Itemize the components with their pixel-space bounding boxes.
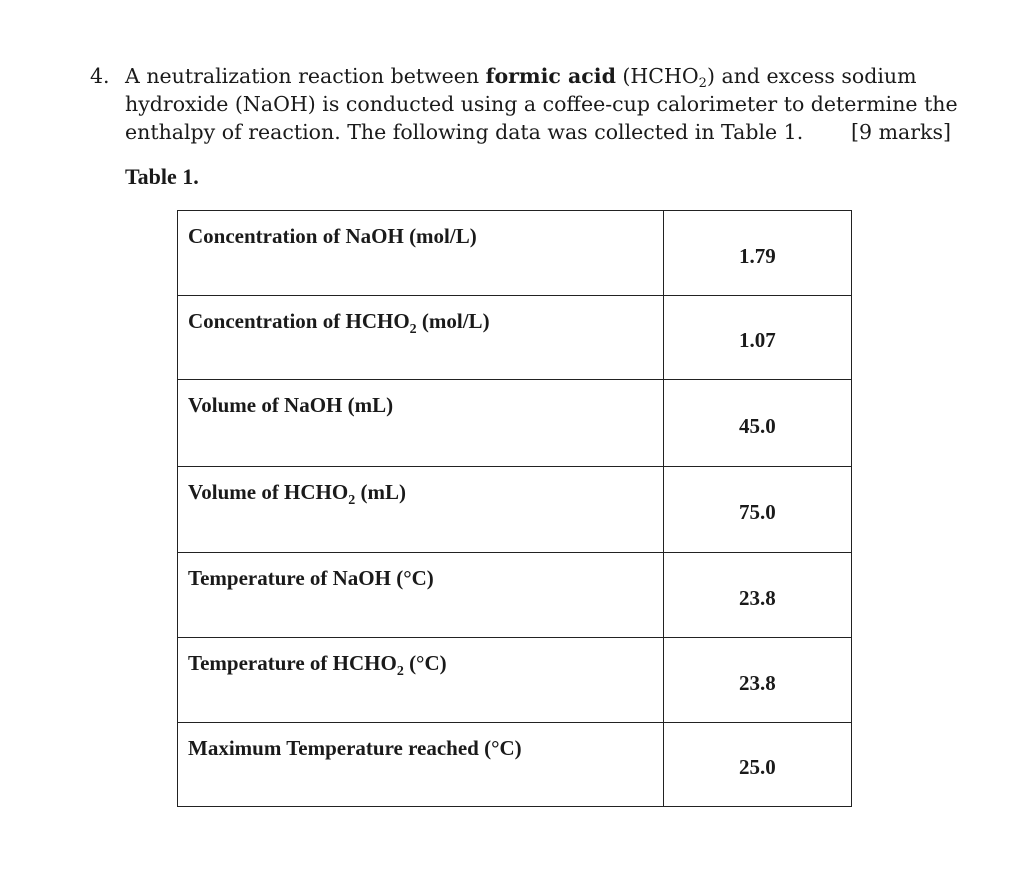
row-label-text: Temperature of HCHO	[188, 651, 397, 675]
question-line-1	[125, 62, 960, 90]
question-text-span: A neutralization	[125, 64, 292, 88]
row-label-text: (mol/L)	[416, 309, 490, 333]
table-row	[178, 638, 852, 723]
table-body	[178, 211, 852, 807]
question-number: 4.	[90, 64, 110, 88]
row-value: 75.0	[663, 467, 851, 553]
row-label	[178, 553, 664, 638]
question-line-2: hydroxide (NaOH) is conducted using a coffee-cup calorimeter to determine the	[125, 92, 958, 116]
row-value: 1.07	[663, 296, 851, 380]
row-label	[178, 723, 664, 807]
row-label-text: Volume of NaOH (mL)	[188, 393, 394, 417]
row-label-text: Concentration of NaOH (mol/L)	[188, 224, 477, 248]
row-label	[178, 467, 664, 553]
question-line-3	[125, 118, 960, 146]
data-table	[177, 210, 852, 807]
row-label-text: (mL)	[355, 480, 406, 504]
row-value: 45.0	[663, 380, 851, 467]
question-text-span: reaction between	[291, 64, 486, 88]
question-text-span: ) and excess sodium	[706, 64, 917, 88]
row-label	[178, 296, 664, 380]
table-row	[178, 211, 852, 296]
row-label	[178, 211, 664, 296]
marks-label: [9 marks]	[851, 120, 951, 144]
table-row	[178, 380, 852, 467]
subscript: 2	[396, 664, 404, 679]
row-label-text: Temperature of NaOH (°C)	[188, 566, 434, 590]
table-row	[178, 723, 852, 807]
table-row	[178, 296, 852, 380]
question-4	[90, 62, 960, 146]
table-row	[178, 467, 852, 553]
subscript: 2	[409, 322, 417, 337]
row-label-text: Concentration of HCHO	[188, 309, 410, 333]
table-row	[178, 553, 852, 638]
question-text-span: (HCHO	[615, 64, 699, 88]
row-label-text: Maximum Temperature reached (°C)	[188, 736, 522, 760]
subscript: 2	[698, 76, 707, 91]
question-text-span: enthalpy of reaction. The following data was collected in Table 1.	[125, 120, 804, 144]
row-value: 25.0	[663, 723, 851, 807]
row-value: 1.79	[663, 211, 851, 296]
row-label-text: Volume of HCHO	[188, 480, 349, 504]
row-label	[178, 638, 664, 723]
subscript: 2	[348, 493, 356, 508]
row-label	[178, 380, 664, 467]
row-value: 23.8	[663, 553, 851, 638]
table-caption: Table 1.	[125, 164, 199, 189]
formic-acid-term: formic acid	[485, 64, 616, 88]
question-text	[125, 62, 960, 146]
row-label-text: (°C)	[403, 651, 447, 675]
row-value: 23.8	[663, 638, 851, 723]
